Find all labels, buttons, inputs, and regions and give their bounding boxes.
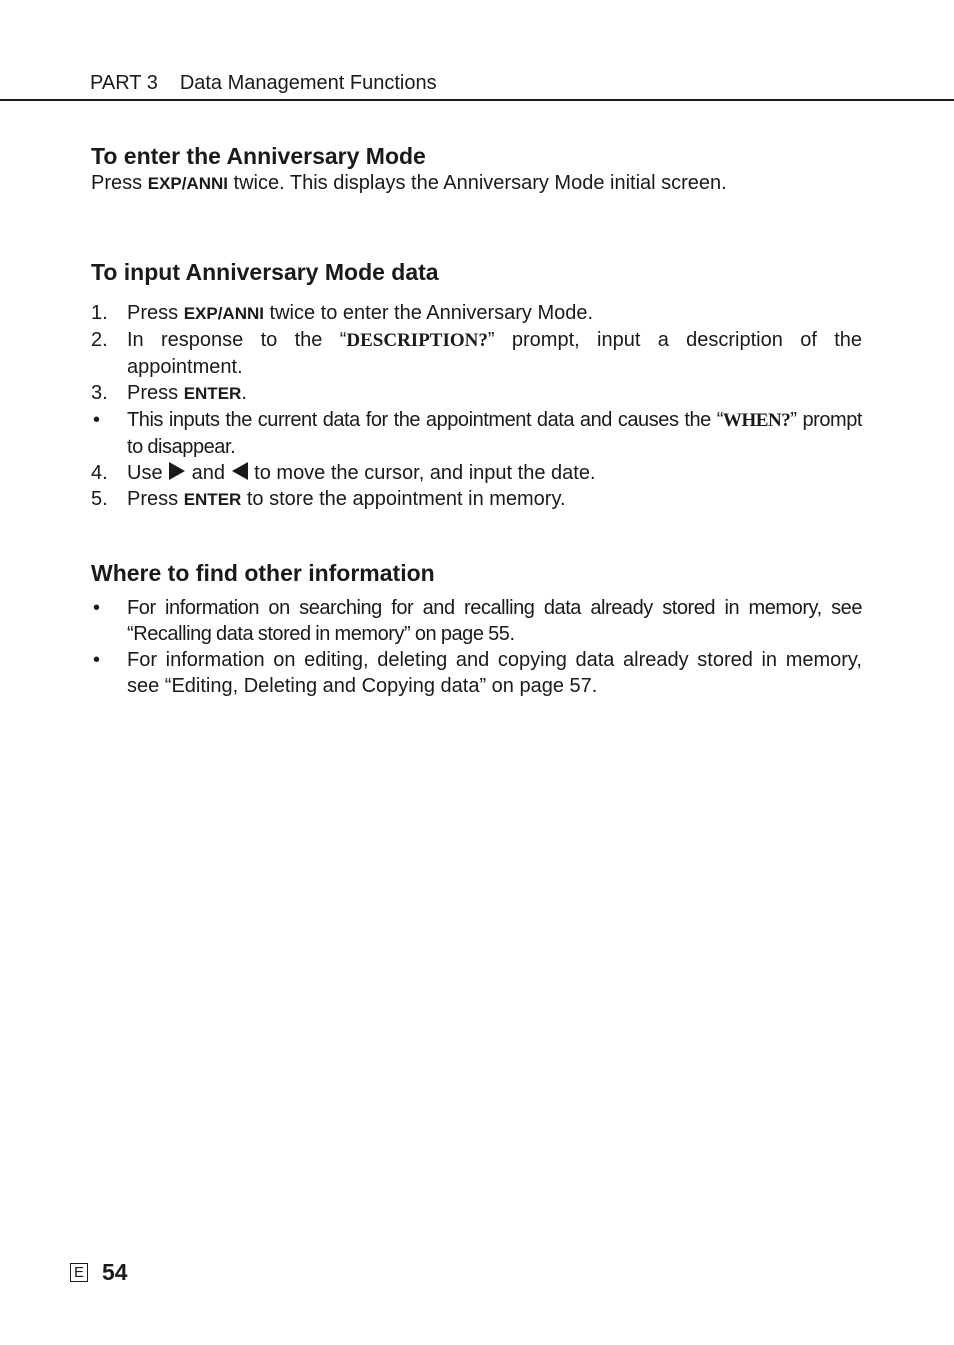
- text-fragment: .: [241, 382, 247, 404]
- steps-list: [91, 300, 862, 513]
- chapter-title: Data Management Functions: [179, 72, 437, 94]
- section-other-info: [91, 559, 862, 699]
- text-fragment: ” prompt, input a description of the appointment.: [127, 329, 862, 378]
- text-fragment: Use: [127, 462, 169, 484]
- text-fragment: to move the cursor, and input the date.: [248, 462, 596, 484]
- prompt-label: DESCRIPTION?: [346, 330, 488, 351]
- list-marker: •: [93, 597, 100, 619]
- text-fragment: twice. This displays the Anniversary Mode initial screen.: [227, 172, 727, 194]
- section-input-data: [91, 258, 862, 513]
- list-marker: 5.: [91, 488, 108, 510]
- right-triangle-icon: [168, 461, 186, 481]
- page-number: 54: [102, 1259, 128, 1285]
- list-item-text: For information on editing, deleting and copying data already stored in memory, see “Editing, Deleting and Copying data” on page 57.: [127, 649, 862, 697]
- list-marker: 2.: [91, 329, 108, 351]
- list-item: [91, 380, 862, 407]
- list-item: [91, 327, 862, 380]
- list-item: [91, 407, 862, 460]
- list-item: [91, 460, 862, 486]
- section-heading: To input Anniversary Mode data: [91, 259, 439, 285]
- key-label: ENTER: [183, 384, 242, 403]
- key-label: EXP/ANNI: [183, 304, 264, 323]
- text-fragment: Press: [91, 172, 148, 194]
- text-fragment: ” prompt to disappear.: [127, 409, 862, 458]
- text-fragment: Press: [127, 302, 184, 324]
- text-fragment: to store the appointment in memory.: [241, 488, 566, 510]
- header-rule: [0, 99, 954, 101]
- section-heading: To enter the Anniversary Mode: [91, 143, 426, 169]
- page-footer: [70, 1259, 128, 1286]
- text-fragment: In response to the “: [127, 329, 347, 351]
- list-item: [91, 486, 862, 513]
- list-marker: •: [93, 649, 101, 671]
- prompt-label: WHEN?: [722, 410, 791, 431]
- language-badge: E: [70, 1263, 88, 1282]
- page-content: [91, 142, 862, 699]
- info-list: [91, 595, 862, 699]
- key-label: EXP/ANNI: [147, 174, 228, 193]
- text-fragment: and: [186, 462, 231, 484]
- section-heading: Where to find other information: [91, 560, 435, 586]
- list-marker: 3.: [91, 382, 108, 404]
- text-fragment: twice to enter the Anniversary Mode.: [263, 302, 594, 324]
- text-fragment: Press: [127, 382, 184, 404]
- list-item: [91, 300, 862, 327]
- list-marker: •: [93, 409, 100, 431]
- key-label: ENTER: [183, 490, 242, 509]
- section-enter-mode: [91, 142, 862, 197]
- text-fragment: Press: [127, 488, 184, 510]
- list-item: [91, 647, 862, 699]
- list-item-text: For information on searching for and recalling data already stored in memory, see “Recalling data stored in memory” on page 55.: [127, 597, 862, 645]
- left-triangle-icon: [231, 461, 249, 481]
- running-header: [90, 70, 437, 96]
- list-marker: 1.: [91, 302, 108, 324]
- section-text: [91, 170, 862, 197]
- part-label: PART 3: [90, 72, 158, 94]
- text-fragment: This inputs the current data for the appointment data and causes the “: [127, 409, 723, 431]
- list-item: [91, 595, 862, 647]
- list-marker: 4.: [91, 462, 108, 484]
